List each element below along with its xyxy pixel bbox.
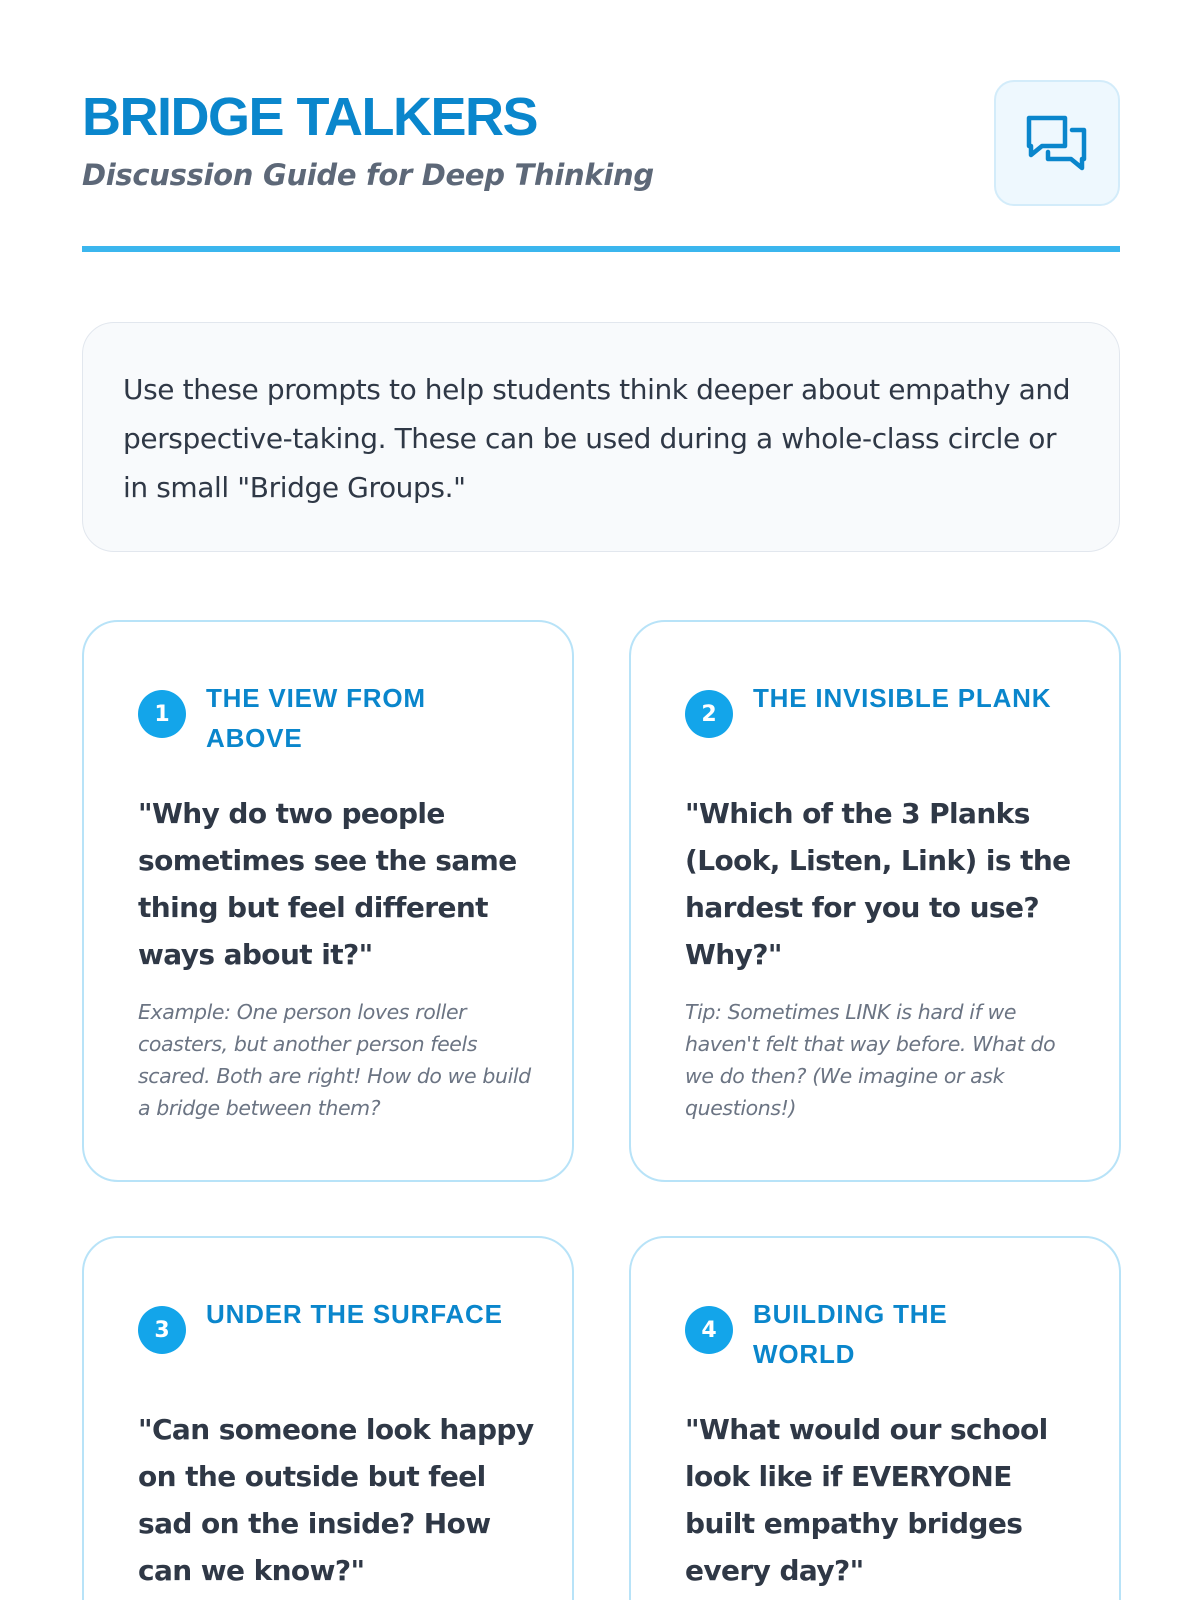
card-number-badge: 2	[685, 690, 733, 738]
card-question: "What would our school look like if EVERYONE built empathy bridges every day?"	[685, 1413, 1048, 1587]
card-title: THE INVISIBLE PLANK	[753, 683, 1052, 713]
chat-bubbles-icon	[1024, 112, 1090, 174]
card-title: UNDER THE SURFACE	[206, 1299, 503, 1329]
card-number-badge: 3	[138, 1306, 186, 1354]
page-header	[82, 80, 1120, 206]
card-note: Example: One person loves roller coasters, but another person feels scared. Both are right! How do we build a bridge between them?	[138, 1000, 531, 1120]
card-title: THE VIEW FROM ABOVE	[206, 683, 426, 753]
card-title: BUILDING THE WORLD	[753, 1299, 948, 1369]
prompt-card-3	[82, 1236, 574, 1600]
intro-panel	[82, 322, 1120, 552]
card-question: "Which of the 3 Planks (Look, Listen, Link) is the hardest for you to use? Why?"	[685, 797, 1071, 971]
prompt-card-2	[629, 620, 1121, 1182]
page-subtitle: Discussion Guide for Deep Thinking	[82, 158, 654, 192]
intro-text: Use these prompts to help students think deeper about empathy and perspective-taking. These can be used during a whole-class circle or in small "Bridge Groups."	[123, 373, 1071, 504]
card-question: "Why do two people sometimes see the same thing but feel different ways about it?"	[138, 797, 517, 971]
card-number-badge: 1	[138, 690, 186, 738]
card-question: "Can someone look happy on the outside but feel sad on the inside? How can we know?"	[138, 1413, 534, 1587]
chat-icon-box	[994, 80, 1120, 206]
prompt-card-4	[629, 1236, 1121, 1600]
page-title: BRIDGE TALKERS	[82, 87, 538, 147]
card-number-badge: 4	[685, 1306, 733, 1354]
card-note: Tip: Sometimes LINK is hard if we haven't felt that way before. What do we do then? (We imagine or ask questions!)	[685, 1000, 1056, 1120]
header-divider	[82, 246, 1120, 252]
prompt-card-1	[82, 620, 574, 1182]
